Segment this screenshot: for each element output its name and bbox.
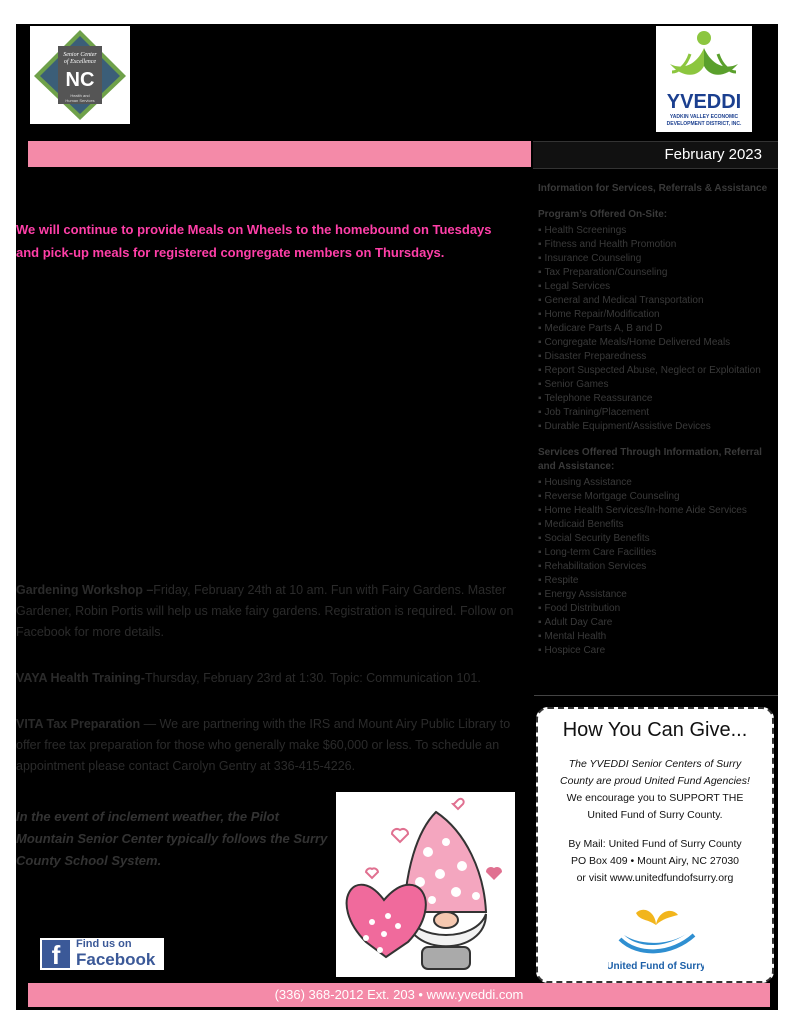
- service-item: ▪ Telephone Reassurance: [538, 392, 776, 406]
- meals-announcement: We will continue to provide Meals on Wheels to the homebound on Tuesdays and pick-up meals for registered congregate members on Thursdays.: [16, 222, 492, 260]
- event-title: Gardening Workshop –: [16, 583, 154, 597]
- service-item: ▪ Food Distribution: [538, 602, 776, 616]
- mail-line: or visit www.unitedfundofsurry.org: [576, 872, 734, 884]
- service-item: ▪ Legal Services: [538, 280, 776, 294]
- event-vaya: [16, 668, 514, 689]
- service-item: ▪ General and Medical Transportation: [538, 294, 776, 308]
- svg-text:Health and: Health and: [70, 93, 90, 98]
- service-item: ▪ Health Screenings: [538, 224, 776, 238]
- facebook-find-text: Find us on: [76, 938, 132, 950]
- service-item: ▪ Hospice Care: [538, 644, 776, 658]
- service-item: ▪ Home Repair/Modification: [538, 308, 776, 322]
- svg-text:YVEDDI: YVEDDI: [666, 91, 742, 113]
- service-item: ▪ Durable Equipment/Assistive Devices: [538, 420, 776, 434]
- mail-line: PO Box 409 • Mount Airy, NC 27030: [570, 855, 740, 867]
- service-item: ▪ Reverse Mortgage Counseling: [538, 490, 776, 504]
- event-body: Friday, February 24th at 10 am. Fun with Fairy Gardens. Master Gardener, Robin Portis will help us make fairy gardens. Registration is required. Follow on Facebook for more details.: [16, 583, 514, 639]
- onsite-heading: Program’s Offered On-Site:: [538, 209, 668, 220]
- newsletter-page: [16, 24, 778, 1010]
- united-fund-logo-text: United Fund of Surry: [608, 961, 704, 972]
- services-sidebar: [538, 182, 776, 658]
- referral-list: [538, 476, 776, 658]
- yveddi-logo: [656, 26, 752, 132]
- service-item: ▪ Disaster Preparedness: [538, 350, 776, 364]
- service-item: ▪ Senior Games: [538, 378, 776, 392]
- svg-text:of Excellence: of Excellence: [63, 59, 97, 65]
- service-item: ▪ Insurance Counseling: [538, 252, 776, 266]
- svg-text:NC: NC: [65, 69, 95, 91]
- svg-text:DEVELOPMENT DISTRICT, INC.: DEVELOPMENT DISTRICT, INC.: [666, 121, 742, 127]
- service-item: ▪ Energy Assistance: [538, 588, 776, 602]
- event-vita: [16, 714, 514, 777]
- sidebar-intro: Information for Services, Referrals & Assistance: [538, 183, 768, 194]
- service-item: ▪ Long-term Care Facilities: [538, 546, 776, 560]
- event-title: VAYA Health Training-: [16, 671, 145, 685]
- facebook-word: Facebook: [76, 950, 156, 969]
- event-gardening: [16, 580, 514, 643]
- service-item: ▪ Social Security Benefits: [538, 532, 776, 546]
- service-item: ▪ Home Health Services/In-home Aide Services: [538, 504, 776, 518]
- mail-line: By Mail: United Fund of Surry County: [568, 838, 742, 850]
- sidebar-divider: [534, 695, 778, 696]
- issue-date: February 2023: [664, 146, 762, 163]
- service-item: ▪ Mental Health: [538, 630, 776, 644]
- event-title: VITA Tax Preparation: [16, 717, 141, 731]
- event-body: Thursday, February 23rd at 1:30. Topic: Communication 101.: [144, 671, 481, 685]
- service-item: ▪ Rehabilitation Services: [538, 560, 776, 574]
- service-item: ▪ Job Training/Placement: [538, 406, 776, 420]
- valentine-gnome-image: [336, 792, 515, 977]
- header-pink-bar: [28, 141, 531, 167]
- referral-heading: Services Offered Through Information, Referral and Assistance:: [538, 447, 762, 472]
- facebook-icon: f: [42, 940, 70, 968]
- give-title: How You Can Give...: [562, 719, 748, 741]
- service-item: ▪ Adult Day Care: [538, 616, 776, 630]
- service-item: ▪ Housing Assistance: [538, 476, 776, 490]
- service-item: ▪ Congregate Meals/Home Delivered Meals: [538, 336, 776, 350]
- issue-date-box: [533, 141, 778, 169]
- event-body: — We are partnering with the IRS and Mount Airy Public Library to offer free tax preparation for those who generally make $60,000 or less. To schedule an appointment please contact Carolyn Gentry at 336-415-4226.: [16, 717, 511, 773]
- united-fund-logo: [608, 905, 704, 973]
- onsite-list: [538, 224, 776, 434]
- how-you-can-give-box: [536, 707, 774, 983]
- service-item: ▪ Fitness and Health Promotion: [538, 238, 776, 252]
- give-italic: The YVEDDI Senior Centers of Surry County are proud United Fund Agencies!: [560, 758, 750, 787]
- nc-senior-center-logo: [30, 26, 130, 124]
- service-item: ▪ Respite: [538, 574, 776, 588]
- service-item: ▪ Report Suspected Abuse, Neglect or Exploitation: [538, 364, 776, 378]
- svg-text:Human Services: Human Services: [65, 98, 95, 103]
- footer-contact: (336) 368-2012 Ext. 203 • www.yveddi.com: [28, 983, 770, 1007]
- weather-notice: In the event of inclement weather, the Pilot Mountain Senior Center typically follows the Surry County School System.: [16, 809, 328, 868]
- give-mail: [548, 836, 762, 887]
- svg-text:YADKIN VALLEY ECONOMIC: YADKIN VALLEY ECONOMIC: [669, 114, 739, 120]
- give-message: [552, 756, 758, 824]
- service-item: ▪ Tax Preparation/Counseling: [538, 266, 776, 280]
- give-plain: We encourage you to SUPPORT THE United Fund of Surry County.: [566, 792, 744, 821]
- service-item: ▪ Medicaid Benefits: [538, 518, 776, 532]
- facebook-link[interactable]: [40, 938, 164, 970]
- svg-text:Senior Center: Senior Center: [63, 52, 97, 58]
- service-item: ▪ Medicare Parts A, B and D: [538, 322, 776, 336]
